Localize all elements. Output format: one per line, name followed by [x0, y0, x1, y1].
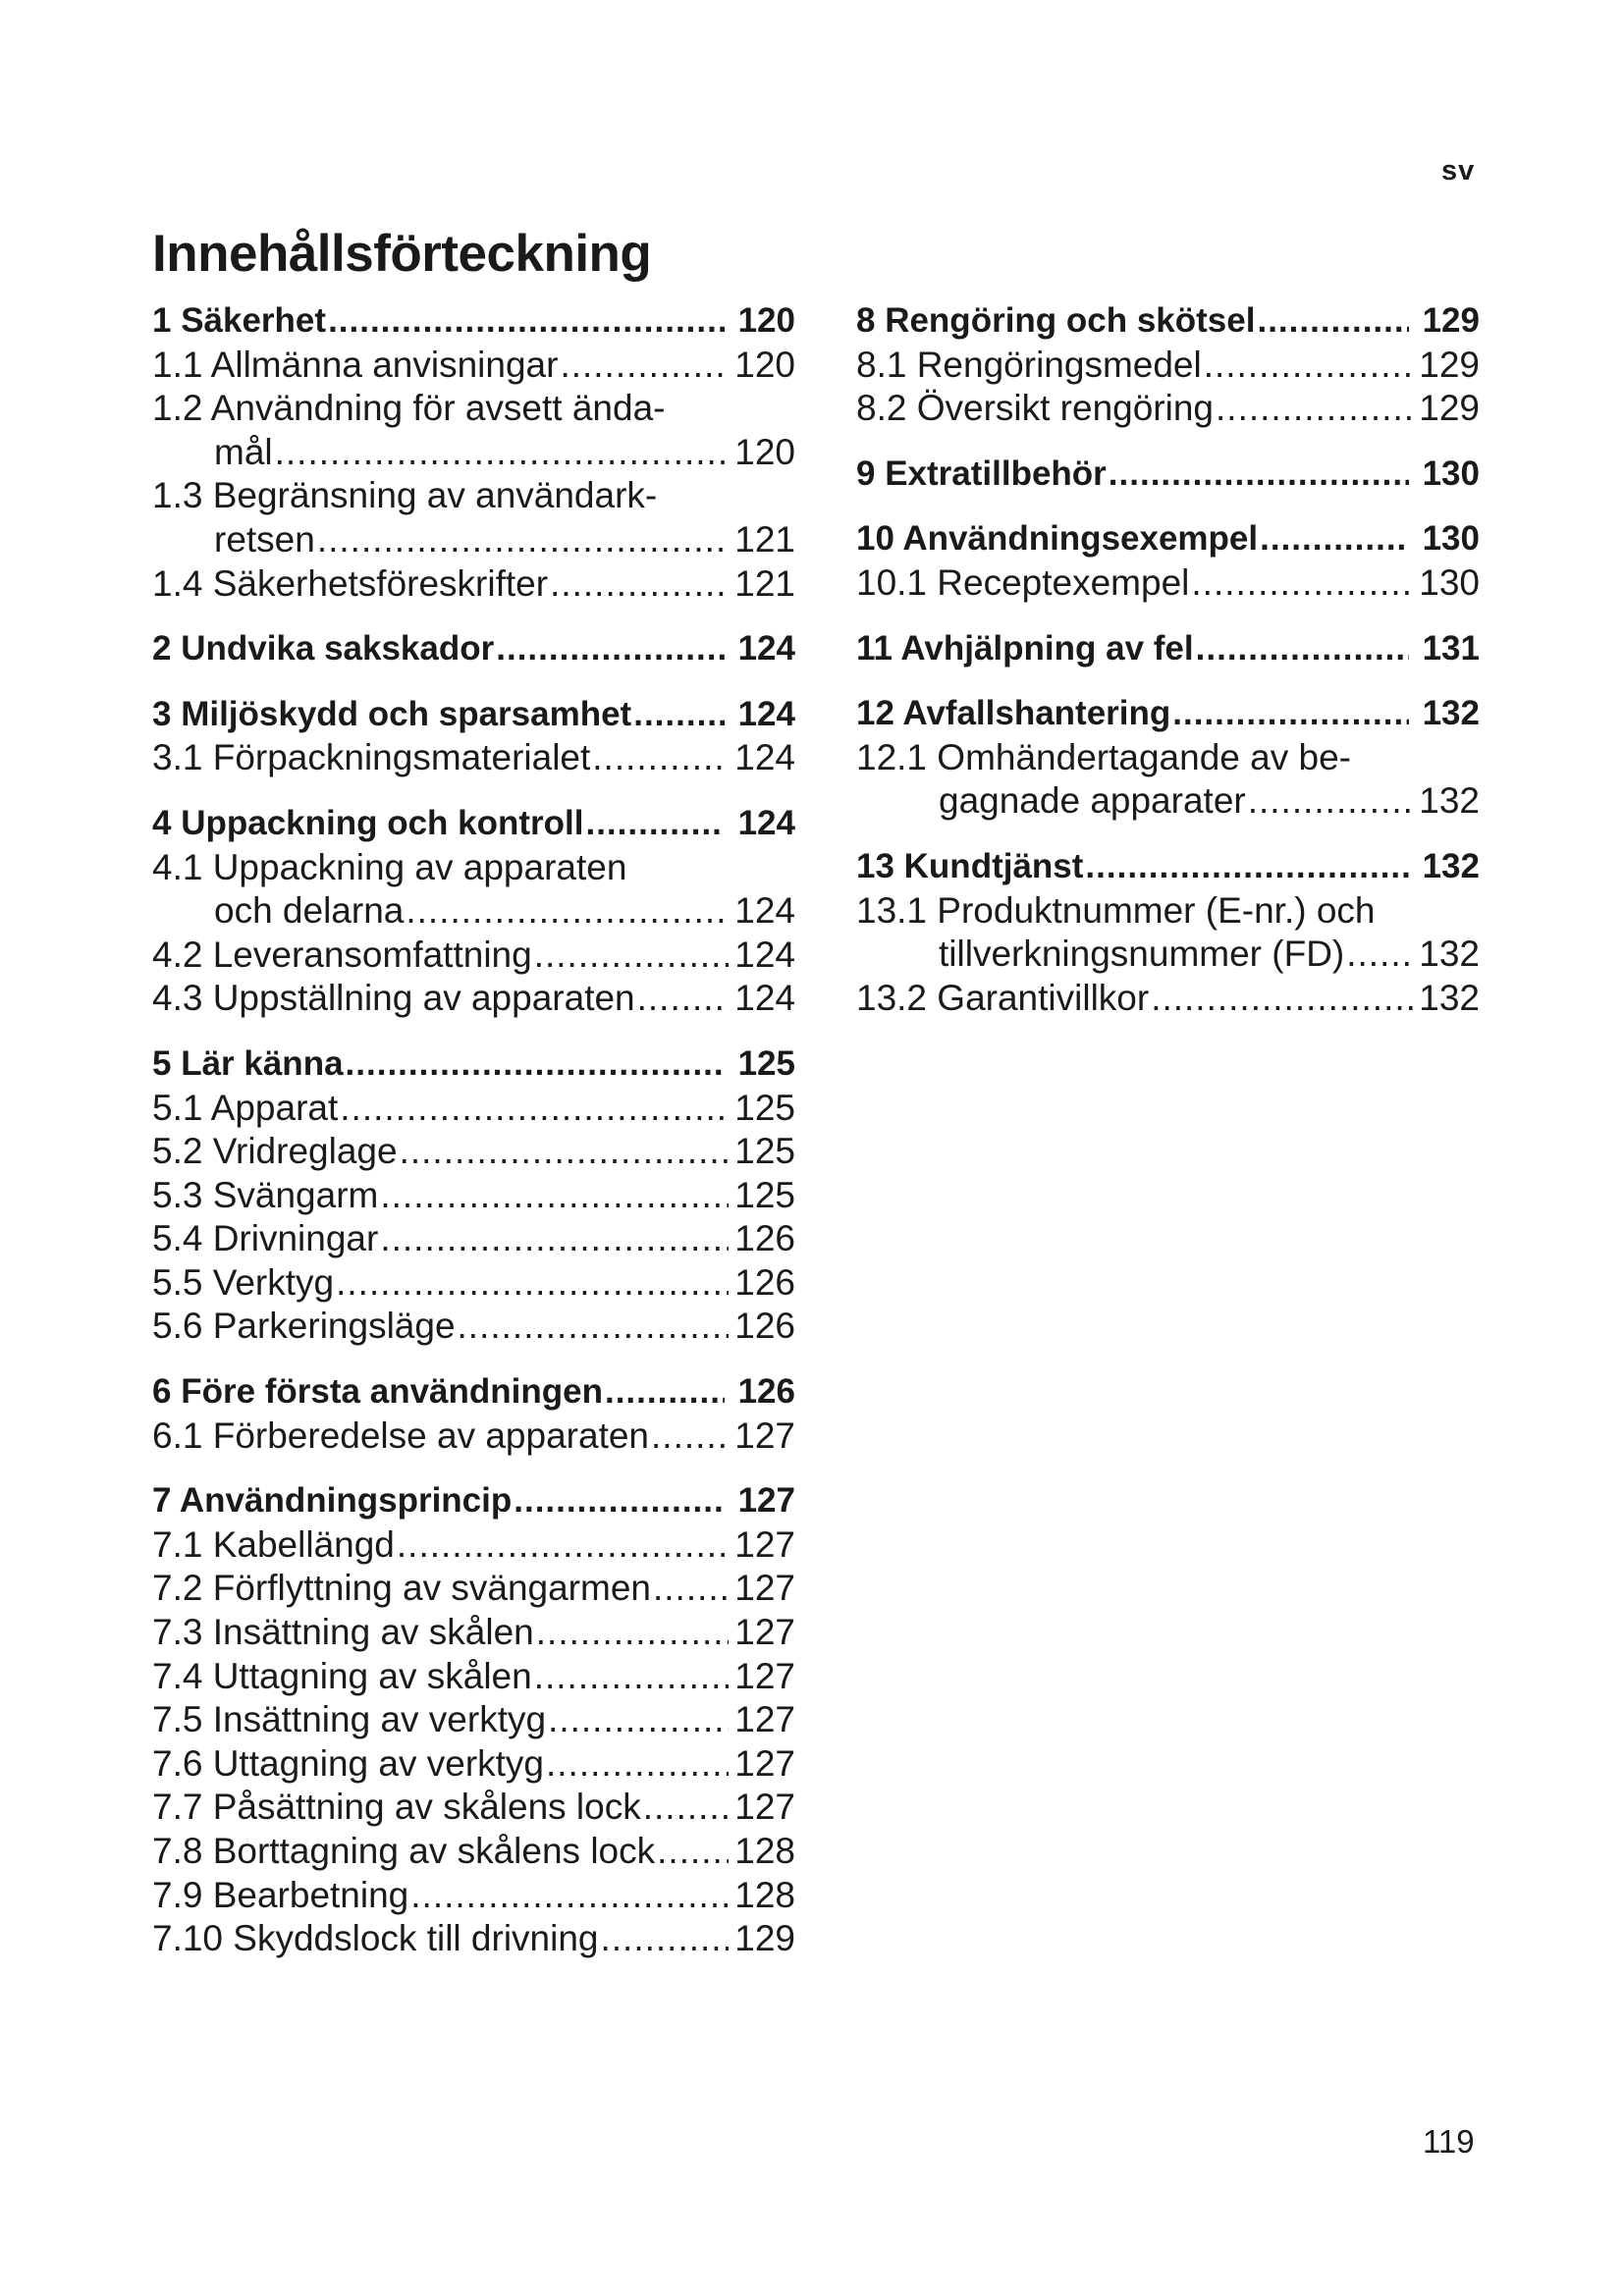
- toc-section-2: [152, 627, 795, 671]
- toc-entry[interactable]: [152, 1874, 795, 1918]
- toc-page: 130: [1419, 561, 1480, 603]
- toc-page: 120: [734, 431, 795, 472]
- language-code: sv: [1441, 155, 1476, 187]
- toc-page: 125: [737, 1043, 795, 1083]
- toc-page: 132: [1419, 977, 1480, 1018]
- toc-label: 1 Säkerhet: [152, 301, 327, 340]
- toc-label: tillverkningsnummer (FD): [939, 934, 1345, 975]
- toc-label: 7.9 Bearbetning: [152, 1874, 409, 1915]
- toc-page: 125: [734, 1174, 795, 1215]
- toc-heading[interactable]: [856, 845, 1480, 889]
- toc-label: 7 Användningsprincip: [152, 1481, 513, 1521]
- toc-entry[interactable]: [152, 1415, 795, 1459]
- page-title: Innehållsförteckning: [152, 225, 652, 283]
- leader-dots: [340, 1087, 729, 1131]
- leader-dots: [275, 431, 730, 475]
- toc-entry[interactable]: [152, 1523, 795, 1568]
- toc-page: 126: [737, 1372, 795, 1412]
- toc-page: 127: [734, 1415, 795, 1456]
- toc-page: 132: [1422, 846, 1480, 885]
- toc-label: 5.1 Apparat: [152, 1087, 339, 1128]
- toc-page: 129: [1422, 301, 1480, 340]
- toc-page: 124: [734, 737, 795, 778]
- toc-page: 131: [1422, 628, 1480, 667]
- toc-heading[interactable]: [152, 299, 795, 344]
- toc-label: 8.2 Översikt rengöring: [856, 388, 1215, 429]
- toc-label: retsen: [214, 518, 315, 560]
- toc-page: 126: [734, 1261, 795, 1303]
- leader-dots: [536, 1611, 730, 1655]
- toc-label: 10.1 Receptexempel: [856, 561, 1190, 603]
- toc-label-first-line[interactable]: 12.1 Omhändertagande av be-: [856, 736, 1351, 777]
- toc-section-7: [152, 1479, 795, 1961]
- toc-page: 124: [737, 694, 795, 733]
- toc-entry[interactable]: [152, 431, 795, 475]
- toc-label-first-line[interactable]: 1.2 Användning för avsett ända-: [152, 388, 666, 429]
- toc-page: 124: [734, 934, 795, 975]
- toc-page: 128: [734, 1831, 795, 1871]
- leader-dots: [380, 1174, 729, 1218]
- toc-page: 125: [734, 1131, 795, 1172]
- toc-page: 128: [734, 1874, 795, 1915]
- toc-page: 126: [734, 1306, 795, 1347]
- leader-dots: [1204, 344, 1414, 388]
- toc-entry[interactable]: [152, 562, 795, 607]
- toc-label: 4.3 Uppställning av apparaten: [152, 978, 635, 1019]
- leader-dots: [1191, 561, 1413, 606]
- leader-dots: [1085, 845, 1408, 889]
- leader-dots: [410, 1874, 729, 1918]
- leader-dots: [1109, 453, 1409, 497]
- toc-label: 4.2 Leveransomfattning: [152, 934, 532, 975]
- toc-label: 5 Lär känna: [152, 1043, 344, 1083]
- toc-entry[interactable]: [856, 779, 1480, 824]
- toc-entry[interactable]: [152, 1261, 795, 1306]
- leader-dots: [534, 934, 730, 978]
- toc-label: 9 Extratillbehör: [856, 454, 1107, 493]
- toc-label: 7.7 Påsättning av skålens lock: [152, 1787, 641, 1828]
- leader-dots: [346, 1042, 725, 1087]
- toc-section-1: [152, 299, 795, 606]
- toc-entry[interactable]: [856, 387, 1480, 431]
- toc-entry[interactable]: [856, 344, 1480, 388]
- toc-entry[interactable]: [152, 1742, 795, 1787]
- toc-label: 11 Avhjälpning av fel: [856, 628, 1194, 667]
- leader-dots: [406, 889, 729, 934]
- toc-label: 7.8 Borttagning av skålens lock: [152, 1831, 656, 1871]
- toc-page: 127: [734, 1699, 795, 1740]
- toc-heading[interactable]: [856, 299, 1480, 344]
- leader-dots: [496, 627, 724, 671]
- leader-dots: [633, 693, 724, 737]
- toc-label: 7.6 Uttagning av verktyg: [152, 1742, 544, 1784]
- toc-label: 7.4 Uttagning av skålen: [152, 1655, 532, 1696]
- toc-section-3: [152, 693, 795, 780]
- toc-heading[interactable]: [856, 453, 1480, 497]
- toc-entry[interactable]: [152, 1611, 795, 1655]
- toc-page: 132: [1422, 694, 1480, 733]
- toc-heading[interactable]: [152, 693, 795, 737]
- toc-page: 121: [734, 562, 795, 604]
- toc-label: 7.1 Kabellängd: [152, 1523, 395, 1565]
- toc-label: 5.2 Vridreglage: [152, 1131, 398, 1172]
- toc-entry[interactable]: [152, 934, 795, 978]
- toc-page: 132: [1419, 934, 1480, 975]
- leader-dots: [592, 736, 729, 780]
- toc-column-right: [856, 299, 1480, 1041]
- leader-dots: [601, 1917, 730, 1961]
- toc-entry[interactable]: [152, 1567, 795, 1611]
- toc-entry[interactable]: [152, 1786, 795, 1830]
- leader-dots: [514, 1479, 724, 1523]
- toc-page: 124: [737, 629, 795, 668]
- toc-label: 8 Rengöring och skötsel: [856, 301, 1256, 340]
- toc-label: 5.3 Svängarm: [152, 1174, 379, 1215]
- toc-label: 7.5 Insättning av verktyg: [152, 1699, 547, 1740]
- toc-page: 127: [734, 1742, 795, 1784]
- toc-entry[interactable]: [856, 933, 1480, 977]
- toc-entry[interactable]: [152, 1217, 795, 1261]
- toc-section-10: [856, 517, 1480, 605]
- leader-dots: [550, 562, 729, 607]
- toc-column-left: [152, 299, 795, 1983]
- toc-label: 13.2 Garantivillkor: [856, 977, 1150, 1018]
- toc-label: 7.10 Skyddslock till drivning: [152, 1918, 599, 1959]
- toc-heading[interactable]: [856, 517, 1480, 561]
- toc-page: 127: [734, 1568, 795, 1609]
- toc-label: 13 Kundtjänst: [856, 846, 1084, 885]
- leader-dots: [400, 1130, 730, 1174]
- toc-section-8: [856, 299, 1480, 431]
- toc-label: 3 Miljöskydd och sparsamhet: [152, 694, 632, 733]
- toc-entry[interactable]: [152, 1174, 795, 1218]
- toc-label: 1.1 Allmänna anvisningar: [152, 344, 559, 385]
- leader-dots: [546, 1742, 729, 1787]
- toc-page: 129: [1419, 388, 1480, 429]
- toc-entry[interactable]: [152, 1917, 795, 1961]
- leader-dots: [397, 1523, 729, 1568]
- leader-dots: [560, 344, 729, 388]
- leader-dots: [1257, 299, 1408, 344]
- toc-heading[interactable]: [152, 627, 795, 671]
- leader-dots: [1196, 627, 1409, 671]
- toc-label-first-line[interactable]: 1.3 Begränsning av användark-: [152, 475, 658, 516]
- toc-label: 12 Avfallshantering: [856, 694, 1171, 733]
- toc-page: 124: [737, 803, 795, 842]
- toc-label: gagnade apparater: [939, 780, 1246, 822]
- toc-entry[interactable]: [152, 736, 795, 780]
- toc-label: 2 Undvika sakskador: [152, 629, 495, 668]
- toc-label: 5.4 Drivningar: [152, 1218, 379, 1259]
- leader-dots: [458, 1305, 730, 1349]
- toc-label-first-line[interactable]: 4.1 Uppackning av apparaten: [152, 846, 627, 887]
- toc-page: 130: [1422, 454, 1480, 493]
- toc-section-4: [152, 802, 795, 1021]
- toc-label: 5.5 Verktyg: [152, 1261, 335, 1303]
- toc-label: 7.3 Insättning av skålen: [152, 1612, 534, 1653]
- leader-dots: [1260, 517, 1408, 561]
- toc-label: 8.1 Rengöringsmedel: [856, 344, 1202, 385]
- toc-label-first-line[interactable]: 13.1 Produktnummer (E-nr.) och: [856, 889, 1376, 931]
- toc-entry[interactable]: [152, 889, 795, 934]
- toc-page: 127: [734, 1655, 795, 1696]
- toc-label: 3.1 Förpackningsmaterialet: [152, 737, 591, 778]
- toc-page: 127: [734, 1612, 795, 1653]
- leader-dots: [1172, 692, 1408, 736]
- toc-label: 1.4 Säkerhetsföreskrifter: [152, 562, 549, 604]
- leader-dots: [534, 1655, 730, 1699]
- leader-dots: [643, 1786, 730, 1830]
- toc-page: 120: [734, 344, 795, 385]
- toc-page: 132: [1419, 780, 1480, 822]
- toc-page: 130: [1422, 519, 1480, 559]
- toc-entry[interactable]: [152, 1655, 795, 1699]
- toc-page: 129: [734, 1918, 795, 1959]
- toc-heading[interactable]: [152, 1370, 795, 1415]
- leader-dots: [657, 1830, 729, 1874]
- toc-label: 6.1 Förberedelse av apparaten: [152, 1415, 650, 1456]
- toc-entry[interactable]: [152, 344, 795, 388]
- leader-dots: [653, 1567, 729, 1611]
- leader-dots: [380, 1217, 729, 1261]
- toc-entry[interactable]: [152, 977, 795, 1021]
- toc-heading[interactable]: [152, 802, 795, 846]
- toc-heading[interactable]: [152, 1479, 795, 1523]
- toc-heading[interactable]: [856, 627, 1480, 671]
- leader-dots: [317, 518, 729, 562]
- leader-dots: [328, 299, 725, 344]
- toc-section-12: [856, 692, 1480, 824]
- toc-entry[interactable]: [152, 1830, 795, 1874]
- toc-label: 4 Uppackning och kontroll: [152, 803, 584, 842]
- leader-dots: [548, 1698, 729, 1742]
- toc-page: 127: [734, 1787, 795, 1828]
- toc-page: 126: [734, 1218, 795, 1259]
- toc-section-13: [856, 845, 1480, 1020]
- leader-dots: [1346, 933, 1413, 977]
- toc-heading[interactable]: [856, 692, 1480, 736]
- toc-entry[interactable]: [152, 1698, 795, 1742]
- toc-entry[interactable]: [152, 518, 795, 562]
- toc-page: 127: [737, 1481, 795, 1521]
- leader-dots: [336, 1261, 729, 1306]
- toc-section-6: [152, 1370, 795, 1458]
- leader-dots: [637, 977, 730, 1021]
- toc-entry[interactable]: [152, 1130, 795, 1174]
- toc-entry[interactable]: [856, 561, 1480, 606]
- leader-dots: [1151, 977, 1413, 1021]
- toc-page: 129: [1419, 344, 1480, 385]
- leader-dots: [1248, 779, 1414, 824]
- toc-label: 7.2 Förflyttning av svängarmen: [152, 1568, 651, 1609]
- leader-dots: [651, 1415, 729, 1459]
- toc-label: och delarna: [214, 890, 405, 932]
- leader-dots: [585, 802, 724, 846]
- toc-section-11: [856, 627, 1480, 671]
- toc-page: 125: [734, 1087, 795, 1128]
- toc-entry[interactable]: [152, 1305, 795, 1349]
- page-number: 119: [1423, 2123, 1475, 2160]
- toc-label: 10 Användningsexempel: [856, 519, 1259, 559]
- toc-section-5: [152, 1042, 795, 1349]
- toc-heading[interactable]: [152, 1042, 795, 1087]
- toc-entry[interactable]: [152, 1087, 795, 1131]
- toc-page: 121: [734, 518, 795, 560]
- toc-page: 124: [734, 890, 795, 932]
- leader-dots: [1216, 387, 1413, 431]
- toc-page: 124: [734, 978, 795, 1019]
- toc-section-9: [856, 453, 1480, 497]
- toc-page: 120: [737, 301, 795, 340]
- toc-entry[interactable]: [856, 977, 1480, 1021]
- toc-label: 5.6 Parkeringsläge: [152, 1306, 456, 1347]
- toc-label: mål: [214, 431, 273, 472]
- toc-page: 127: [734, 1523, 795, 1565]
- toc-label: 6 Före första användningen: [152, 1372, 603, 1412]
- leader-dots: [605, 1370, 725, 1415]
